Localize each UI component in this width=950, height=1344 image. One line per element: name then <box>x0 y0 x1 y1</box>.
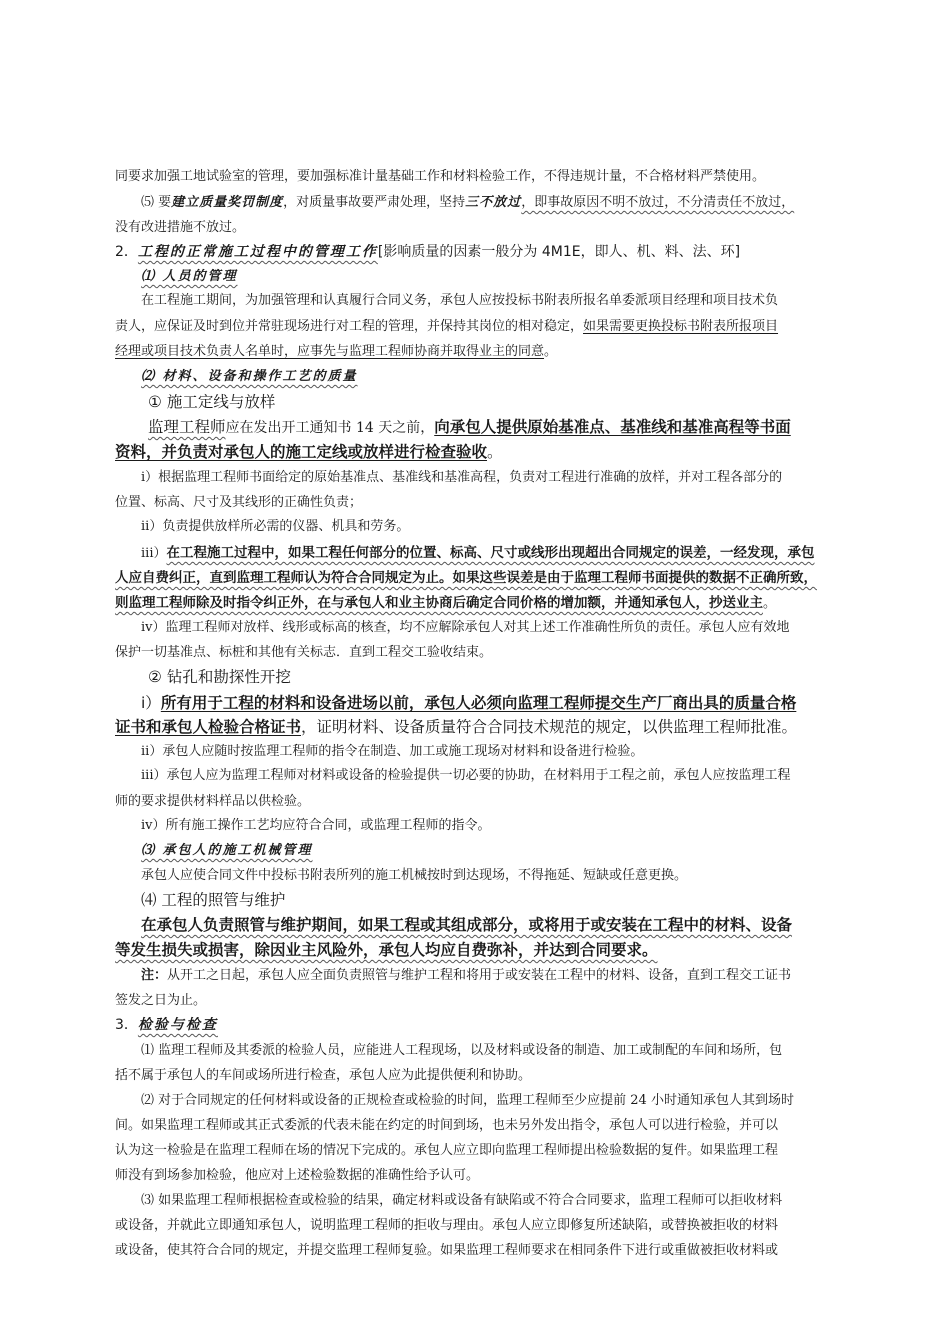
subheading-personnel: ⑴ 人员的管理 <box>141 269 238 284</box>
paragraph-line: ii）负责提供放样所必需的仪器、机具和劳务。 <box>141 519 410 534</box>
paragraph-line: 师的要求提供材料样品以供检验。 <box>115 794 311 809</box>
paragraph-line: 人应自费纠正，直到监理工程师认为符合合同规定为止。如果这些误差是由于监理工程师书面提供的数据不正确所致， <box>115 570 817 586</box>
paragraph-line: 监理工程师应在发出开工通知书 14 天之前，向承包人提供原始基准点、基准线和基准高程等书面 <box>148 418 791 436</box>
paragraph-line: 则监理工程师除及时指令纠正外，在与承包人和业主协商后确定合同价格的增加额，并通知承包人，抄送业主。 <box>115 595 777 611</box>
subheading-drilling: ② 钻孔和勘探性开挖 <box>148 668 291 686</box>
paragraph-line: ⑶ 如果监理工程师根据检查或检验的结果，确定材料或设备有缺陷或不符合合同要求，监理工程师可以拒收材料 <box>141 1193 783 1208</box>
paragraph-line: 等发生损失或损害，除因业主风险外，承包人均应自费弥补，并达到合同要求。 <box>115 941 658 959</box>
paragraph-line: 没有改进措施不放过。 <box>115 220 246 235</box>
paragraph-line: ⑴ 监理工程师及其委派的检验人员，应能进人工程现场，以及材料或设备的制造、加工或制配的车间和场所，包 <box>141 1043 783 1058</box>
paragraph-line: 或设备，使其符合合同的规定，并提交监理工程师复验。如果监理工程师要求在相同条件下进行或重做被拒收材料或 <box>115 1243 779 1258</box>
subheading-layout: ① 施工定线与放样 <box>148 393 276 411</box>
paragraph-line: 经理或项目技术负责人名单时，应事先与监理工程师协商并取得业主的同意。 <box>115 344 558 359</box>
section-heading-2: 2．工程的正常施工过程中的管理工作[影响质量的因素一般分为 4M1E，即人、机、料、法、环] <box>115 244 741 260</box>
paragraph-line: 证书和承包人检验合格证书，证明材料、设备质量符合合同技术规范的规定，以供监理工程师批准。 <box>115 718 798 736</box>
section-heading-3: 3．检验与检查 <box>115 1017 218 1033</box>
paragraph-item-5: ⑸ 要建立质量奖罚制度，对质量事故要严肃处理，坚持三不放过，即事故原因不明不放过，不分清责任不放过， <box>141 195 795 210</box>
paragraph-line: i）所有用于工程的材料和设备进场以前，承包人必须向监理工程师提交生产厂商出具的质量合格 <box>141 694 797 712</box>
note-line: 注：从开工之日起，承包人应全面负责照管与维护工程和将用于或安装在工程中的材料、设备，直到工程交工证书 <box>141 968 792 983</box>
paragraph-line: iv）所有施工操作工艺均应符合合同，或监理工程师的指令。 <box>141 818 491 833</box>
paragraph-line: ii）承包人应随时按监理工程师的指令在制造、加工或施工现场对材料和设备进行检验。 <box>141 744 644 759</box>
paragraph-line: 位置、标高、尺寸及其线形的正确性负责； <box>115 495 363 510</box>
paragraph-line: 间。如果监理工程师或其正式委派的代表未能在约定的时间到场，也未另外发出指令，承包人可以进行检验，并可以 <box>115 1118 779 1133</box>
paragraph-line: 在工程施工期间，为加强管理和认真履行合同义务，承包人应按投标书附表所报名单委派项目经理和项目技术负 <box>141 293 779 308</box>
paragraph-line: ⑵ 对于合同规定的任何材料或设备的正规检查或检验的时间，监理工程师至少应提前 24 小时通知承包人其到场时 <box>141 1093 794 1108</box>
paragraph-line: iii）承包人应为监理工程师对材料或设备的检验提供一切必要的协助，在材料用于工程之前，承包人应按监理工程 <box>141 768 791 783</box>
subheading-materials: ⑵ 材料、设备和操作工艺的质量 <box>141 369 358 384</box>
paragraph-line: 在承包人负责照管与维护期间，如果工程或其组成部分，或将用于或安装在工程中的材料、设备 <box>141 916 793 934</box>
paragraph-line: iii）在工程施工过程中，如果工程任何部分的位置、标高、尺寸或线形出现超出合同规定的误差，一经发现，承包 <box>141 545 815 561</box>
subheading-machinery: ⑶ 承包人的施工机械管理 <box>141 843 313 858</box>
paragraph-line: 括不属于承包人的车间或场所进行检查，承包人应为此提供便利和协助。 <box>115 1068 532 1083</box>
paragraph-line: 签发之日为止。 <box>115 993 207 1008</box>
paragraph-line: i）根据监理工程师书面给定的原始基准点、基准线和基准高程，负责对工程进行准确的放样，并对工程各部分的 <box>141 470 783 485</box>
paragraph-line: 认为这一检验是在监理工程师在场的情况下完成的。承包人应立即向监理工程师提出检验数据的复件。如果监理工程 <box>115 1143 779 1158</box>
paragraph-line: 责人，应保证及时到位并常驻现场进行对工程的管理，并保持其岗位的相对稳定，如果需要更换投标书附表所报项目 <box>115 319 779 334</box>
paragraph-line: 同要求加强工地试验室的管理，要加强标准计量基础工作和材料检验工作，不得违规计量，不合格材料严禁使用。 <box>115 169 766 184</box>
paragraph-line: 保护一切基准点、标桩和其他有关标志．直到工程交工验收结束。 <box>115 645 493 660</box>
paragraph-line: 资料，并负责对承包人的施工定线或放样进行检查验收。 <box>115 443 503 461</box>
subheading-care: ⑷ 工程的照管与维护 <box>141 891 286 909</box>
paragraph-line: 或设备，并就此立即通知承包人，说明监理工程师的拒收与理由。承包人应立即修复所述缺陷，或替换被拒收的材料 <box>115 1218 779 1233</box>
paragraph-line: iv）监理工程师对放样、线形或标高的核查，均不应解除承包人对其上述工作准确性所负的责任。承包人应有效地 <box>141 620 790 635</box>
paragraph-line: 承包人应使合同文件中投标书附表所列的施工机械按时到达现场，不得拖延、短缺或任意更换。 <box>141 868 688 883</box>
paragraph-line: 师没有到场参加检验，他应对上述检验数据的准确性给予认可。 <box>115 1168 480 1183</box>
